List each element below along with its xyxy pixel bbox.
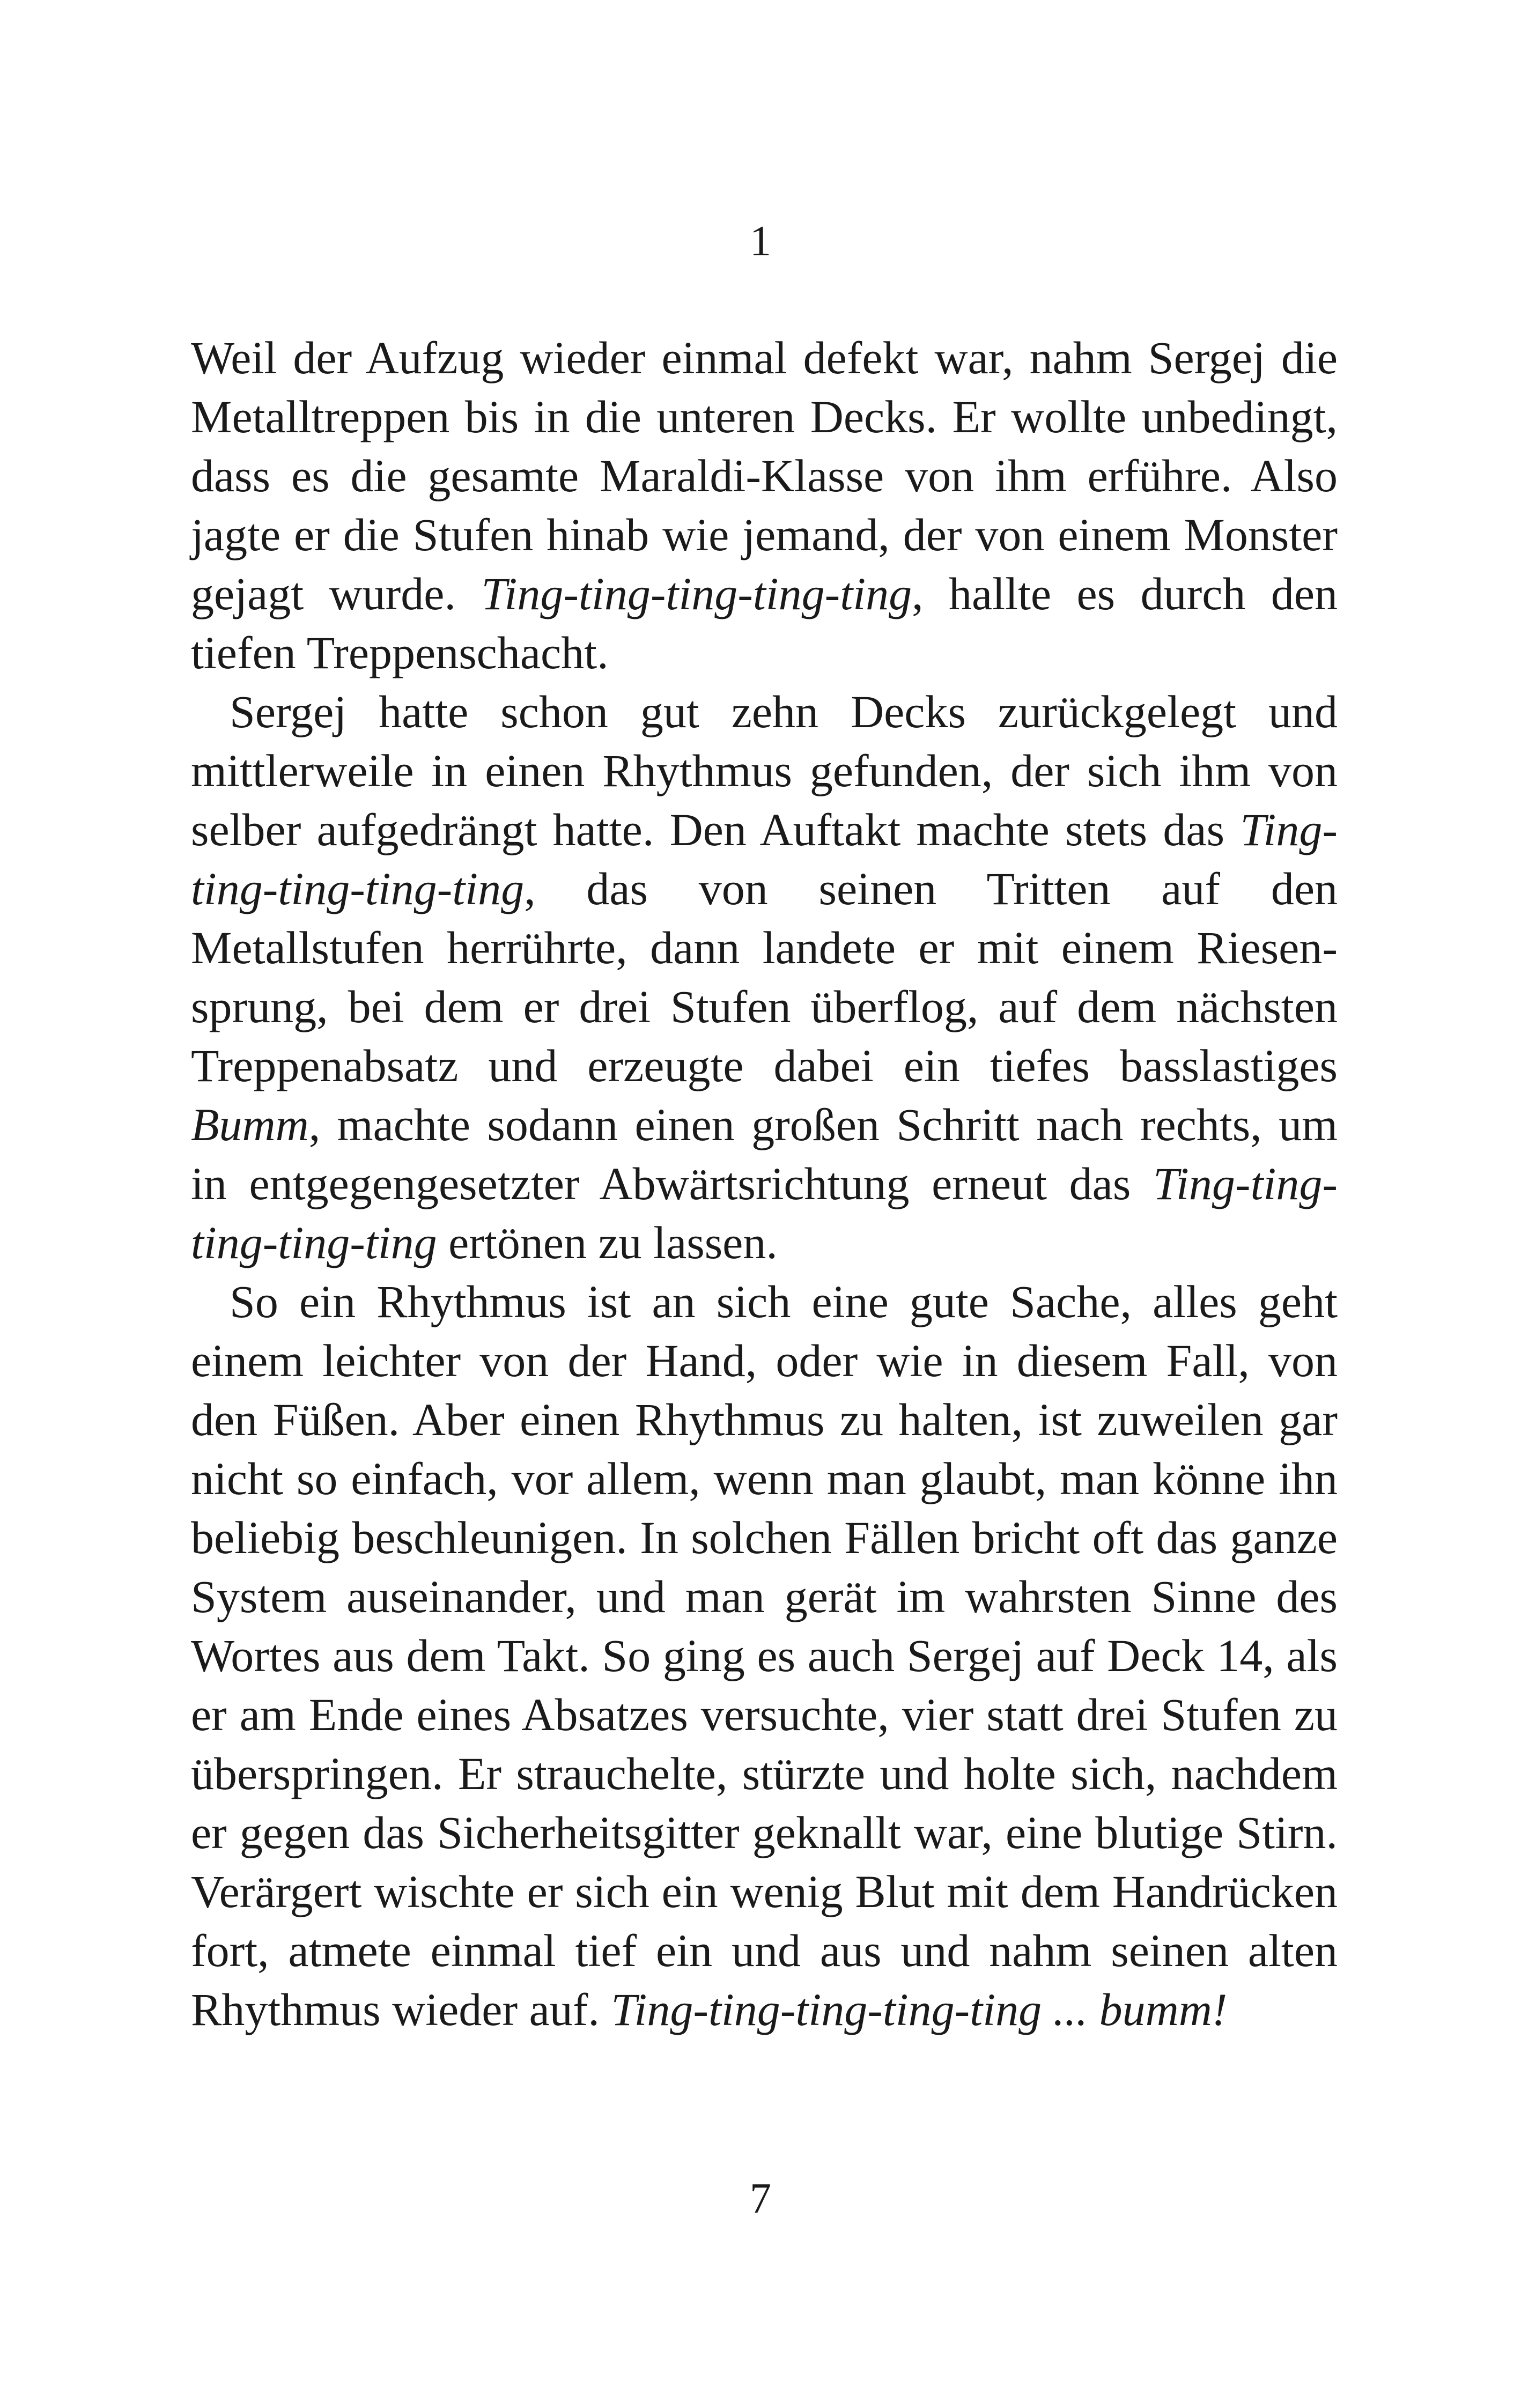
italic-text: Ting-ting-ting-ting-ting — [191, 804, 1338, 914]
chapter-number: 1 — [750, 218, 771, 265]
text-segment: , machte sodann einen großen Schritt nach rechts, um in entgegengesetzter Abwärtsrichtung erneut das — [191, 1099, 1338, 1209]
page-number: 7 — [750, 2175, 771, 2222]
italic-text: Ting-ting-ting-ting-ting — [481, 568, 912, 619]
text-segment: ertönen zu lassen. — [437, 1217, 778, 1268]
paragraph-1 — [191, 328, 1338, 682]
italic-text: Ting-ting-ting-ting-ting ... bumm! — [611, 1984, 1228, 2035]
italic-text: Bumm — [191, 1099, 309, 1150]
body-text — [191, 328, 1338, 2039]
text-segment: Sergej hatte schon gut zehn Decks zurückgelegt und mittlerweile in einen Rhythmus gefunden, der sich ihm von selber aufgedrängt hatte. Den Auftakt machte stets das — [191, 686, 1338, 855]
italic-text: Ting-​ting-ting-ting-ting — [191, 1158, 1338, 1268]
paragraph-3 — [191, 1272, 1338, 2039]
text-segment: , hallte es durch den tiefen Treppenschacht. — [191, 568, 1338, 678]
text-segment: Weil der Aufzug wieder einmal defekt war, nahm Sergej die Metalltreppen bis in die unteren Decks. Er wollte unbedingt, dass es die gesamte Maraldi-Klasse von ihm erführe. Also jagte er die Stufen hinab wie jemand, der von einem Monster gejagt wurde. — [191, 332, 1338, 619]
text-segment: , das von seinen Tritten auf den Metallstufen herrührte, dann landete er mit einem Riesensprung, bei dem er drei Stufen überflog, auf dem nächsten Treppenabsatz und erzeugte dabei ein tiefes basslastiges — [191, 863, 1338, 1091]
text-segment: So ein Rhythmus ist an sich eine gute Sache, alles geht einem leichter von der Hand, oder wie in diesem Fall, von den Füßen. Aber einen Rhythmus zu halten, ist zuweilen gar nicht so einfach, vor allem, wenn man glaubt, man könne ihn beliebig beschleunigen. In solchen Fällen bricht oft das ganze System auseinander, und man gerät im wahrsten Sinne des Wortes aus dem Takt. So ging es auch Sergej auf Deck 14, als er am Ende eines Absatzes versuchte, vier statt drei Stufen zu überspringen. Er strauchelte, stürzte und holte sich, nachdem er gegen das Sicherheitsgitter geknallt war, eine blutige Stirn. Verärgert wischte er sich ein wenig Blut mit dem Handrücken fort, atmete einmal tief ein und aus und nahm seinen alten Rhythmus wieder auf. — [191, 1276, 1338, 2035]
paragraph-2 — [191, 682, 1338, 1272]
